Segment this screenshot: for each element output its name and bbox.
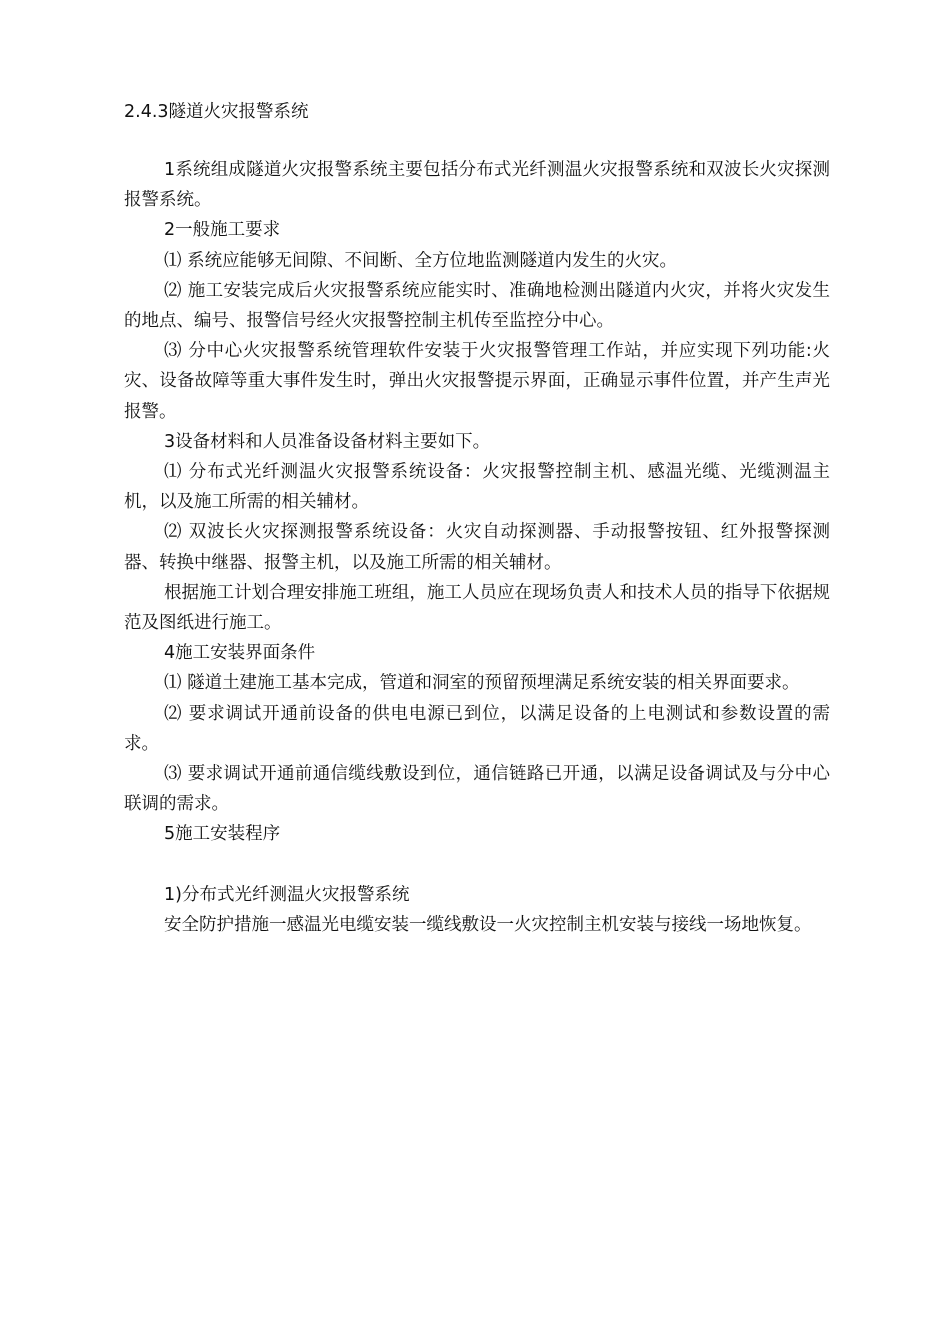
paragraph-procedure-steps: 安全防护措施一感温光电缆安装一缆线敷设一火灾控制主机安装与接线一场地恢复。 <box>164 914 812 935</box>
paragraph-procedure-subheading: 1)分布式光纤测温火灾报警系统 <box>164 884 410 905</box>
paragraph-procedure-heading: 5施工安装程序 <box>164 824 281 845</box>
section-heading: 2.4.3隧道火灾报警系统 <box>124 102 309 122</box>
paragraph-personnel: 根据施工计划合理安排施工班组，施工人员应在现场负责人和技术人员的指导下依据规范及图纸进行施工。 <box>124 582 830 634</box>
paragraph-requirement-2: ⑵ 施工安装完成后火灾报警系统应能实时、准确地检测出隧道内火灾，并将火灾发生的地点、编号、报警信号经火灾报警控制主机传至监控分中心。 <box>124 280 830 332</box>
paragraph-requirement-3: ⑶ 分中心火灾报警系统管理软件安装于火灾报警管理工作站，并应实现下列功能:火灾、设备故障等重大事件发生时，弹出火灾报警提示界面，正确显示事件位置，并产生声光报警。 <box>124 341 830 422</box>
paragraph-interface-2: ⑵ 要求调试开通前设备的供电电源已到位，以满足设备的上电测试和参数设置的需求。 <box>124 703 830 754</box>
paragraph-requirement-1: ⑴ 系统应能够无间隙、不间断、全方位地监测隧道内发生的火灾。 <box>164 250 678 271</box>
paragraph-interface-heading: 4施工安装界面条件 <box>164 643 316 664</box>
paragraph-interface-1: ⑴ 隧道土建施工基本完成，管道和洞室的预留预埋满足系统安装的相关界面要求。 <box>164 673 800 694</box>
paragraph-materials-heading: 3设备材料和人员准备设备材料主要如下。 <box>164 431 491 452</box>
document-body <box>124 155 830 940</box>
paragraph-interface-3: ⑶ 要求调试开通前通信缆线敷设到位，通信链路已开通，以满足设备调试及与分中心联调的需求。 <box>124 764 830 815</box>
paragraph-general-requirements-heading: 2一般施工要求 <box>164 220 281 241</box>
paragraph-system-composition: 1系统组成隧道火灾报警系统主要包括分布式光纤测温火灾报警系统和双波长火灾探测报警系统。 <box>124 160 830 211</box>
paragraph-material-2: ⑵ 双波长火灾探测报警系统设备：火灾自动探测器、手动报警按钮、红外报警探测器、转换中继器、报警主机，以及施工所需的相关辅材。 <box>124 522 830 573</box>
paragraph-material-1: ⑴ 分布式光纤测温火灾报警系统设备：火灾报警控制主机、感温光缆、光缆测温主机，以及施工所需的相关辅材。 <box>124 462 830 513</box>
